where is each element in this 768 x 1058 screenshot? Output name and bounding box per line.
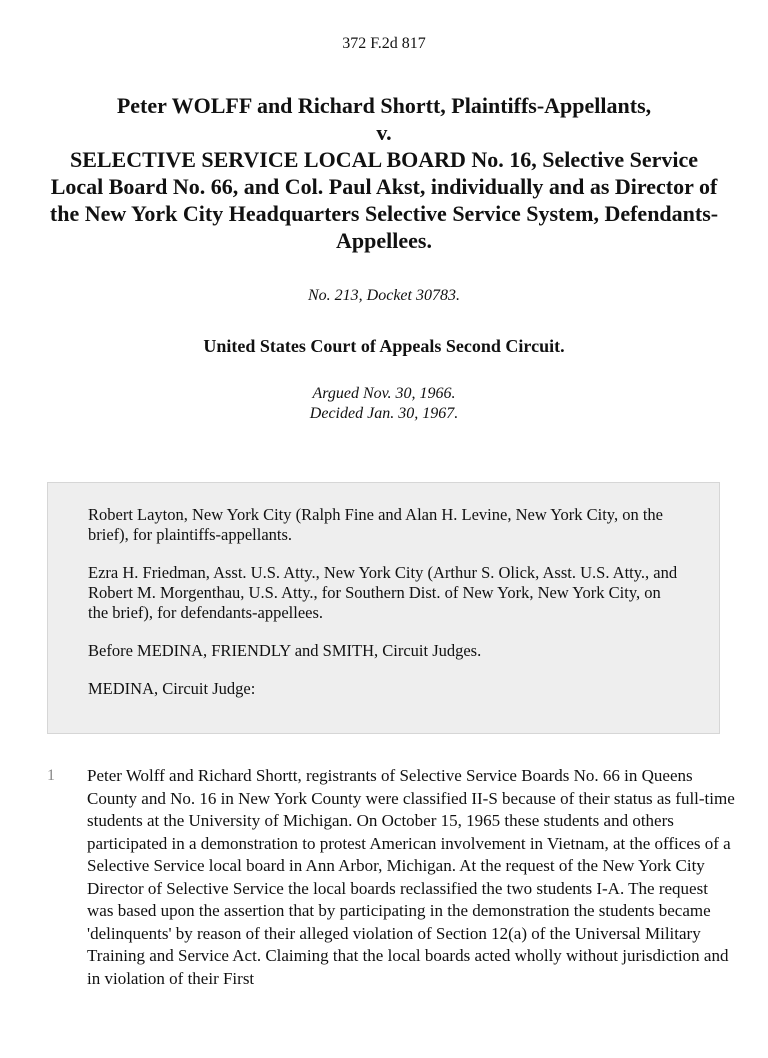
- opinion-author: MEDINA, Circuit Judge:: [88, 679, 256, 698]
- counsel-panel: [47, 482, 720, 734]
- argued-date: Argued Nov. 30, 1966.: [312, 385, 456, 402]
- court-name: United States Court of Appeals Second Circuit.: [203, 336, 565, 356]
- paragraph-number: 1: [47, 767, 55, 784]
- case-dates: [0, 384, 768, 424]
- docket-number: No. 213, Docket 30783.: [308, 287, 460, 304]
- paragraph-text: Peter Wolff and Richard Shortt, registrants of Selective Service Boards No. 66 in Queens County and No. 16 in New York County were classified II-S because of their status as full-time students at the University of Michigan. On October 15, 1965 these students and others participated in a demonstration to protest American involvement in Vietnam, at the offices of a Selective Service local board in Ann Arbor, Michigan. At the request of the New York City Director of Selective Service the local boards reclassified the two students I-A. The request was based upon the assertion that by participating in the demonstration the students became 'delinquents' by reason of their alleged violation of Section 12(a) of the Universal Military Training and Service Act. Claiming that the local boards acted wholly without jurisdiction and in violation of their First: [87, 766, 735, 988]
- case-title-defendants-2: Local Board No. 66, and Col. Paul Akst, individually and as Director of the New York City Headquarters Selective Service System, Defendants-Appellees.: [49, 174, 719, 253]
- decided-date: Decided Jan. 30, 1967.: [309, 405, 459, 422]
- case-title: [40, 92, 728, 254]
- case-title-versus: v.: [376, 120, 392, 145]
- appellants-counsel: Robert Layton, New York City (Ralph Fine and Alan H. Levine, New York City, on the brief), for plaintiffs-appellants.: [88, 505, 664, 544]
- case-title-defendants-1: SELECTIVE SERVICE LOCAL BOARD No. 16, Selective Service: [69, 147, 699, 172]
- case-citation: 372 F.2d 817: [342, 35, 426, 52]
- case-title-plaintiffs: Peter WOLFF and Richard Shortt, Plaintiffs-Appellants,: [116, 93, 652, 118]
- appellees-counsel: Ezra H. Friedman, Asst. U.S. Atty., New York City (Arthur S. Olick, Asst. U.S. Atty., and Robert M. Morgenthau, U.S. Atty., for Southern Dist. of New York, New York City, on the brief), for defendants-appellees.: [88, 563, 678, 622]
- panel-judges: Before MEDINA, FRIENDLY and SMITH, Circuit Judges.: [88, 641, 482, 660]
